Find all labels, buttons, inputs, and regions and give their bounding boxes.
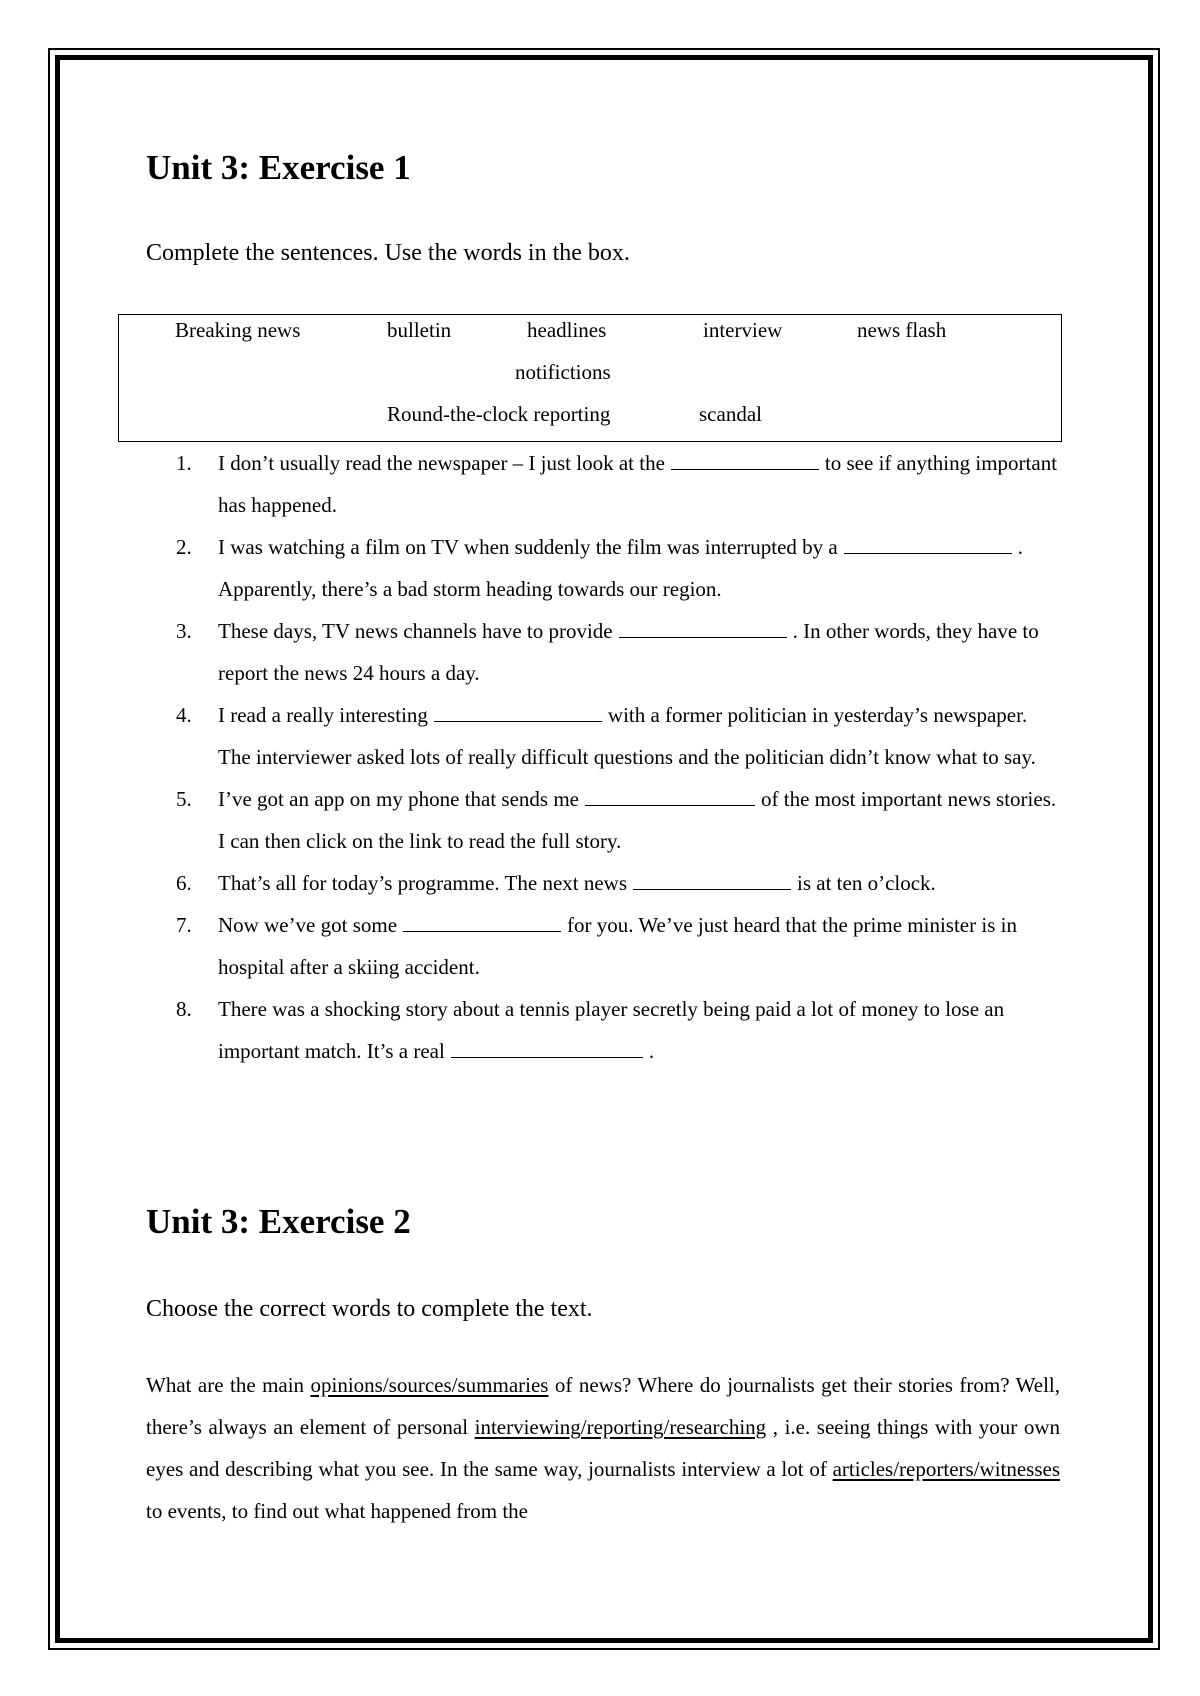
sentence-number: 6.	[176, 871, 192, 895]
sentence-item: 4. I read a really interesting with a former politician in yesterday’s newspaper. The interviewer asked lots of really difficult questions and the politician didn’t know what to say.	[146, 694, 1060, 778]
answer-blank[interactable]	[585, 805, 755, 806]
sentence-number: 5.	[176, 787, 192, 811]
word-box-item: interview	[703, 318, 783, 342]
answer-blank[interactable]	[451, 1057, 643, 1058]
word-box-item: bulletin	[387, 318, 452, 342]
sentence-item: 2. I was watching a film on TV when suddenly the film was interrupted by a . Apparently, there’s a bad storm heading towards our region.	[146, 526, 1060, 610]
sentence-number: 2.	[176, 535, 192, 559]
answer-blank[interactable]	[633, 889, 791, 890]
sentence-item: 6. That’s all for today’s programme. The next news is at ten o’clock.	[146, 862, 1060, 904]
exercise2-title: Unit 3: Exercise 2	[146, 1202, 411, 1241]
word-box-item: scandal	[699, 402, 762, 426]
sentence-item: 8. There was a shocking story about a tennis player secretly being paid a lot of money to lose an important match. It’s a real .	[146, 988, 1060, 1072]
sentence-item: 3. These days, TV news channels have to provide . In other words, they have to report the news 24 hours a day.	[146, 610, 1060, 694]
answer-blank[interactable]	[619, 637, 787, 638]
word-choice[interactable]: interviewing/reporting/researching	[474, 1415, 767, 1439]
exercise2-instruction: Choose the correct words to complete the text.	[146, 1296, 593, 1322]
word-box-item: news flash	[857, 318, 947, 342]
word-box-item: Round-the-clock reporting	[387, 402, 611, 426]
answer-blank[interactable]	[671, 469, 819, 470]
exercise2-passage: What are the main opinions/sources/summaries of news? Where do journalists get their stories from? Well, there’s always an element of personal interviewing/reporting/researching , i.e. seeing things with your own eyes and describing what you see. In the same way, journalists interview a lot of articles/reporters/witnesses to events, to find out what happened from the	[146, 1373, 1061, 1523]
sentence-item: 1. I don’t usually read the newspaper – I just look at the to see if anything important has happened.	[146, 442, 1060, 526]
sentence-number: 1.	[176, 451, 192, 475]
exercise1-title: Unit 3: Exercise 1	[146, 148, 411, 187]
word-box	[118, 314, 1062, 442]
exercise1-instruction: Complete the sentences. Use the words in the box.	[146, 240, 630, 266]
sentence-number: 3.	[176, 619, 192, 643]
sentence-number: 4.	[176, 703, 192, 727]
word-choice[interactable]: articles/reporters/witnesses	[832, 1457, 1061, 1481]
sentence-item: 7. Now we’ve got some for you. We’ve just heard that the prime minister is in hospital after a skiing accident.	[146, 904, 1060, 988]
word-box-item: Breaking news	[175, 318, 301, 342]
word-box-item: headlines	[527, 318, 607, 342]
sentence-list	[146, 442, 1060, 1072]
answer-blank[interactable]	[434, 721, 602, 722]
sentence-item: 5. I’ve got an app on my phone that sends me of the most important news stories. I can then click on the link to read the full story.	[146, 778, 1060, 862]
sentence-number: 8.	[176, 997, 192, 1021]
word-choice[interactable]: opinions/sources/summaries	[310, 1373, 549, 1397]
word-box-item: notifictions	[515, 360, 611, 384]
answer-blank[interactable]	[403, 931, 561, 932]
sentence-number: 7.	[176, 913, 192, 937]
answer-blank[interactable]	[844, 553, 1012, 554]
